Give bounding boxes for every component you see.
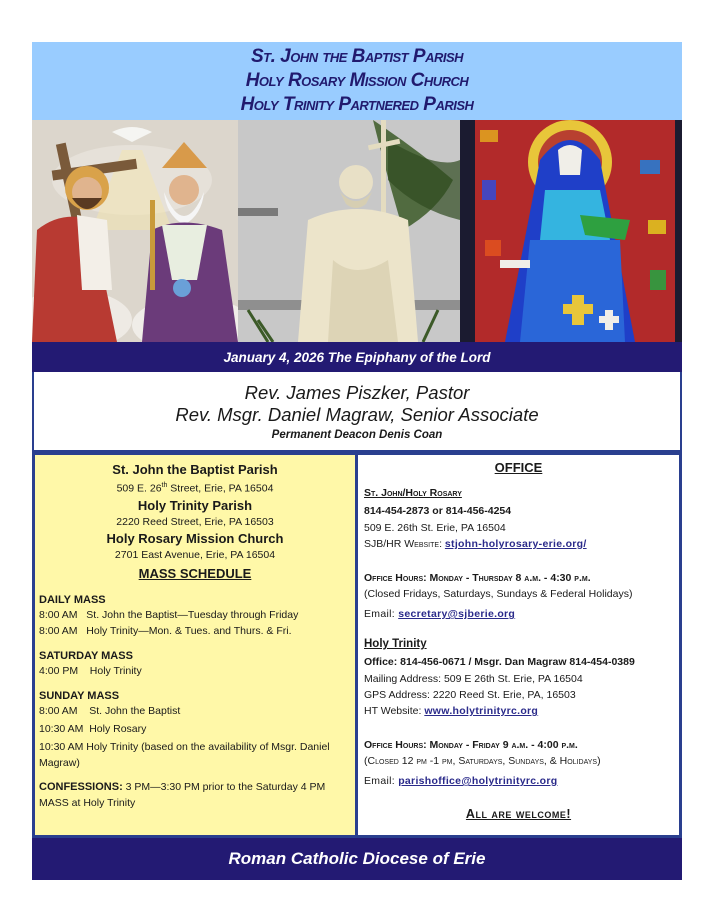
stjohn-address: 509 E. 26th St. Erie, PA 16504 [364,522,506,534]
date-banner: January 4, 2026 The Epiphany of the Lord [32,342,682,372]
parish-title-banner [32,42,682,120]
statue-image [238,120,460,342]
mission-title-line: Holy Rosary Mission Church [245,70,469,91]
stjohn-website-line [364,536,673,552]
parish-address-holytrinity: 2220 Reed Street, Erie, PA 16503 [116,515,274,528]
parish-name-stjohn: St. John the Baptist Parish [112,462,278,477]
mass-schedule-column [35,455,358,835]
clergy-box [32,372,682,452]
parish-address-holyrosary: 2701 East Avenue, Erie, PA 16504 [114,548,276,561]
holytrinity-website-line [364,703,673,719]
website-label: SJB/HR Website: [364,538,445,550]
holytrinity-email-link[interactable]: parishoffice@holytrinityrc.org [398,775,558,787]
diocese-footer: Roman Catholic Diocese of Erie [32,838,682,880]
stjohn-website-link[interactable]: stjohn-holyrosary-erie.org/ [444,538,587,550]
office-title: OFFICE [494,460,543,475]
confessions-text: 3 PM—3:30 PM prior to the Saturday 4 PM MASS at Holy Trinity [39,780,326,809]
photo-strip [32,120,682,342]
daily-mass-line: 8:00 AM Holy Trinity—Mon. & Tues. and Thurs. & Fri. [39,624,292,637]
pastor-name: Rev. James Piszker, Pastor [244,381,470,403]
holytrinity-closed-times: (Closed 12 pm -1 pm, Saturdays, Sundays, & Holidays) [364,755,601,767]
statue-illustration-icon [238,120,460,342]
stained-glass-image [460,120,682,342]
stjohn-phones: 814-454-2873 or 814-456-4254 [364,505,512,517]
stjohn-email-link[interactable]: secretary@sjberie.org [398,608,516,620]
holytrinity-office-hours: Office Hours: Monday - Friday 9 a.m. - 4:00 p.m. [364,739,578,751]
sunday-mass-line: 10:30 AM Holy Trinity (based on the availability of Msgr. Daniel Magraw) [39,740,330,769]
welcome-message: All are welcome! [465,807,572,821]
confessions-info [39,779,351,811]
stained-glass-illustration-icon [460,120,682,342]
holytrinity-mailing-address: Mailing Address: 509 E 26th St. Erie, PA 16504 [364,673,583,685]
partner-title-line: Holy Trinity Partnered Parish [240,94,474,115]
daily-mass-heading: DAILY MASS [39,593,106,606]
sunday-mass-heading: SUNDAY MASS [39,689,120,702]
stjohn-office-heading: St. John/Holy Rosary [364,487,462,499]
sunday-mass-line: 10:30 AM Holy Rosary [39,722,147,735]
saturday-mass-heading: SATURDAY MASS [39,649,133,662]
parish-title-line: St. John the Baptist Parish [250,46,464,67]
holytrinity-gps-address: GPS Address: 2220 Reed St. Erie, PA, 16503 [364,689,576,701]
holytrinity-phones: Office: 814-456-0671 / Msgr. Dan Magraw 814-454-0389 [364,656,635,668]
holytrinity-office-heading: Holy Trinity [364,638,427,650]
trinity-image [32,120,238,342]
daily-mass-line: 8:00 AM St. John the Baptist—Tuesday through Friday [39,608,299,621]
associate-name: Rev. Msgr. Daniel Magraw, Senior Associate [175,403,539,425]
mass-schedule-title: MASS SCHEDULE [138,565,252,581]
parish-name-holyrosary: Holy Rosary Mission Church [106,530,284,546]
email-label: Email: [364,775,399,787]
confessions-label: CONFESSIONS: [39,780,123,793]
bulletin-page [32,42,682,880]
stjohn-email-line [364,606,673,622]
office-column [358,455,679,835]
email-label: Email: [364,608,399,620]
info-columns [32,452,682,838]
parish-address-stjohn: 509 E. 26th Street, Erie, PA 16504 [116,482,274,495]
parish-name-holytrinity: Holy Trinity Parish [137,497,253,513]
holytrinity-email-line [364,773,673,789]
sunday-mass-line: 8:00 AM St. John the Baptist [39,704,181,717]
stjohn-office-hours: Office Hours: Monday - Thursday 8 a.m. - 4:30 p.m. [364,572,591,584]
saturday-mass-line: 4:00 PM Holy Trinity [39,664,142,677]
trinity-illustration-icon [32,120,238,342]
deacon-name: Permanent Deacon Denis Coan [271,428,443,441]
website-label: HT Website: [364,705,425,717]
holytrinity-website-link[interactable]: www.holytrinityrc.org [424,705,539,717]
stjohn-closed-days: (Closed Fridays, Saturdays, Sundays & Federal Holidays) [364,588,633,600]
